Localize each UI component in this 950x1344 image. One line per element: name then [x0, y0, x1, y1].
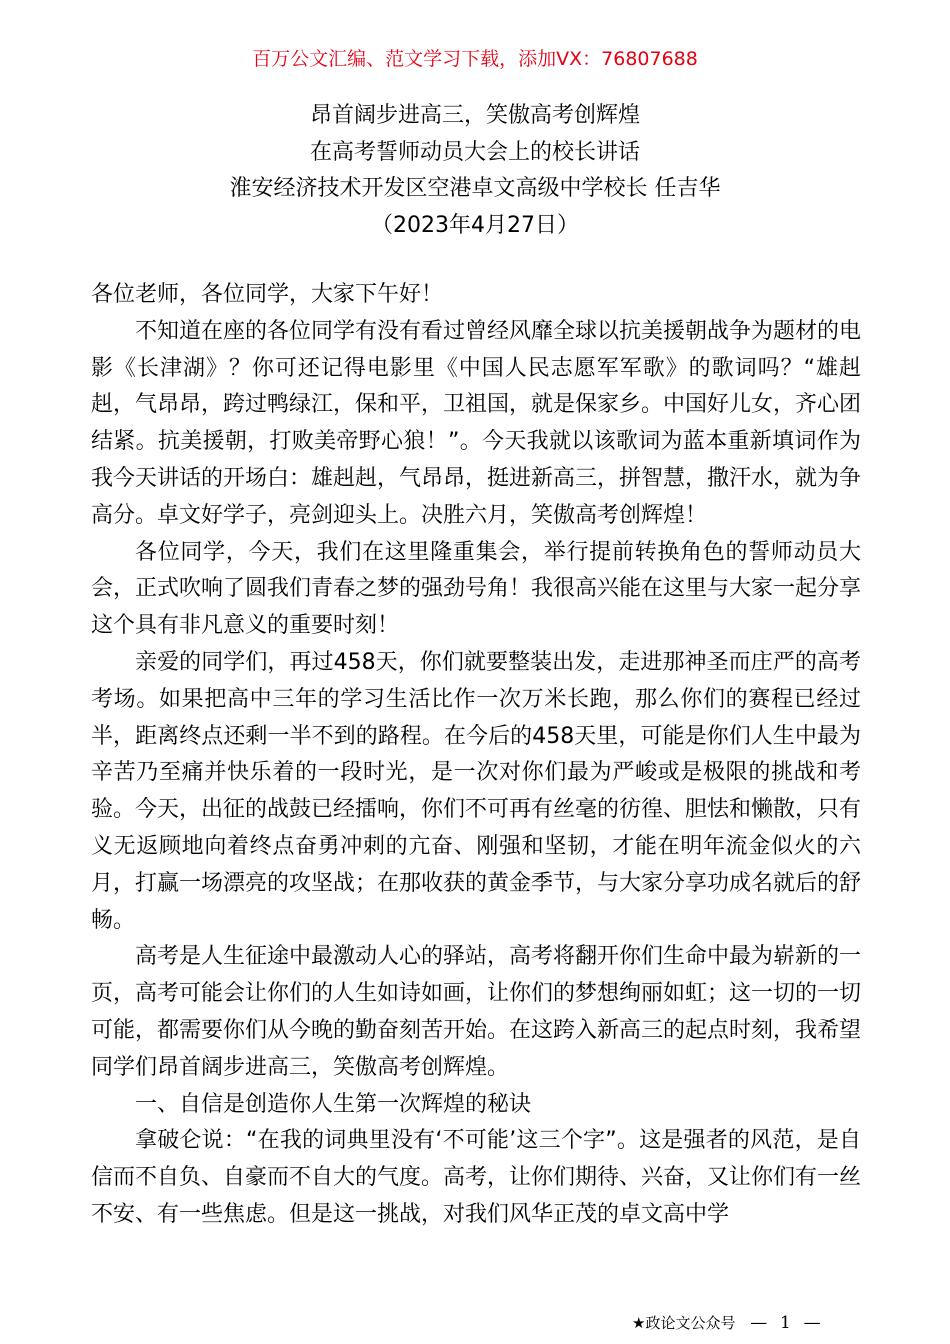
document-header: [0, 98, 950, 244]
speaker-line: 淮安经济技术开发区空港卓文高级中学校长 任吉华: [229, 176, 721, 201]
paragraph: 高考是人生征途中最激动人心的驿站，高考将翻开你们生命中最为崭新的一页，高考可能会让你们的人生如诗如画，让你们的梦想绚丽如虹；这一切的一切可能，都需要你们从今晚的勤奋刻苦开始。在这跨入新高三的起点时刻，我希望同学们昂首阔步进高三，笑傲高考创辉煌。: [91, 944, 862, 1080]
page-number: 1: [780, 1313, 791, 1333]
speech-date: （2023年4月27日）: [371, 212, 579, 238]
document-title: 昂首阔步进高三，笑傲高考创辉煌: [309, 103, 640, 128]
greeting: 各位老师，各位同学，大家下午好！: [91, 282, 444, 307]
promo-banner: 百万公文汇编、范文学习下载，添加VX：76807688: [252, 48, 698, 70]
page-footer: [632, 1312, 821, 1334]
footer-dash-right: —: [803, 1313, 821, 1333]
document-subtitle: 在高考誓师动员大会上的校长讲话: [309, 139, 640, 165]
footer-dash-left: —: [750, 1313, 768, 1333]
paragraph: 不知道在座的各位同学有没有看过曾经风靡全球以抗美援朝战争为题材的电影《长津湖》？你可还记得电影里《中国人民志愿军军歌》的歌词吗？“雄赳赳，气昂昂，跨过鸭绿江，保和平，卫祖国，就是保家乡。中国好儿女，齐心团结紧。抗美援朝，打败美帝野心狼！”。今天我就以该歌词为蓝本重新填词作为我今天讲话的开场白：雄赳赳，气昂昂，挺进新高三，拼智慧，撒汗水，就为争高分。卓文好学子，亮剑迎头上。决胜六月，笑傲高考创辉煌！: [91, 318, 862, 528]
footer-source: ★政论文公众号: [632, 1314, 736, 1332]
paragraph: 各位同学，今天，我们在这里隆重集会，举行提前转换角色的誓师动员大会，正式吹响了圆我们青春之梦的强劲号角！我很高兴能在这里与大家一起分享这个具有非凡意义的重要时刻！: [91, 539, 862, 639]
paragraph: 亲爱的同学们，再过458天，你们就要整装出发，走进那神圣而庄严的高考考场。如果把高中三年的学习生活比作一次万米长跑，那么你们的赛程已经过半，距离终点还剩一半不到的路程。在今后的458天里，可能是你们人生中最为辛苦乃至痛并快乐着的一段时光，是一次对你们最为严峻或是极限的挑战和考验。今天，出征的战鼓已经擂响，你们不可再有丝毫的彷徨、胆怯和懒散，只有义无返顾地向着终点奋勇冲刺的亢奋、刚强和坚韧，才能在明年流金似火的六月，打赢一场漂亮的攻坚战；在那收获的黄金季节，与大家分享功成名就后的舒畅。: [91, 649, 862, 933]
section-heading: 一、自信是创造你人生第一次辉煌的秘诀: [135, 1091, 532, 1117]
speech-body: [91, 277, 861, 1234]
paragraph: 拿破仑说：“在我的词典里没有‘不可能’这三个字”。这是强者的风范，是自信而不自负、自豪而不自大的气度。高考，让你们期待、兴奋，又让你们有一丝不安、有一些焦虑。但是这一挑战，对我们风华正茂的卓文高中学: [91, 1128, 862, 1227]
